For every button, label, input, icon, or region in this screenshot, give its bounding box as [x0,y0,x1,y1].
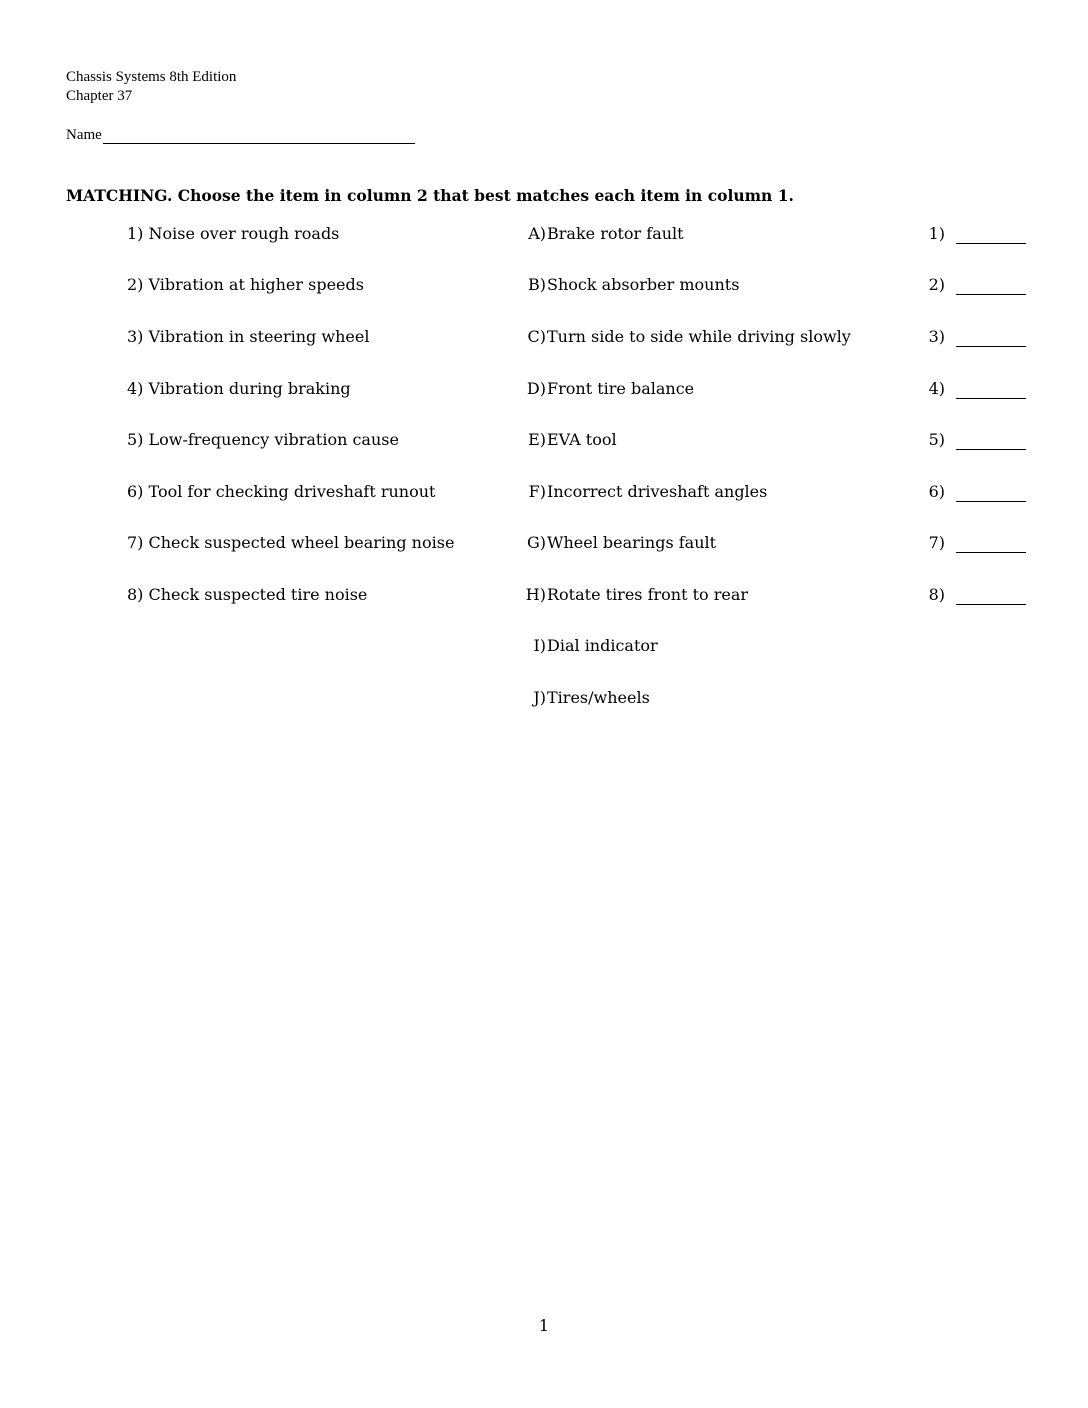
column1-item: 2) Vibration at higher speeds [127,275,364,294]
column1-item: 1) Noise over rough roads [127,224,340,243]
chapter-label: Chapter 37 [66,88,133,104]
column2-item: Turn side to side while driving slowly [547,327,851,346]
answer-number: 7) [928,533,945,552]
matching-instructions: MATCHING. Choose the item in column 2 that best matches each item in column 1. [66,186,794,205]
column2-item: Shock absorber mounts [547,275,740,294]
answer-blank[interactable] [956,604,1026,605]
answer-blank[interactable] [956,449,1026,450]
answer-blank[interactable] [956,552,1026,553]
column1-item: 8) Check suspected tire noise [127,585,368,604]
name-label: Name [66,127,102,143]
column2-item: Tires/wheels [547,688,650,707]
column2-item: Dial indicator [547,636,658,655]
column1-item: 3) Vibration in steering wheel [127,327,370,346]
answer-number: 3) [928,327,945,346]
name-blank-line[interactable] [103,126,415,144]
column2-letter: C) [527,327,546,346]
answer-number: 4) [928,379,945,398]
column2-letter: B) [528,275,546,294]
column2-item: Brake rotor fault [547,224,684,243]
column2-letter: H) [525,585,546,604]
page-number: 1 [538,1316,550,1335]
answer-blank[interactable] [956,501,1026,502]
column1-item: 6) Tool for checking driveshaft runout [127,482,436,501]
column2-letter: A) [528,224,546,243]
answer-blank[interactable] [956,398,1026,399]
answer-number: 5) [928,430,945,449]
column2-letter: E) [528,430,546,449]
answer-blank[interactable] [956,243,1026,244]
name-field-row [66,126,415,144]
column1-item: 5) Low-frequency vibration cause [127,430,399,449]
answer-number: 6) [928,482,945,501]
column2-item: Wheel bearings fault [547,533,717,552]
column2-item: Incorrect driveshaft angles [547,482,768,501]
column2-item: Rotate tires front to rear [547,585,749,604]
column1-item: 7) Check suspected wheel bearing noise [127,533,455,552]
column2-item: EVA tool [547,430,617,449]
column2-letter: F) [528,482,546,501]
answer-number: 8) [928,585,945,604]
answer-number: 2) [928,275,945,294]
answer-blank[interactable] [956,294,1026,295]
column2-item: Front tire balance [547,379,695,398]
book-title: Chassis Systems 8th Edition [66,69,237,85]
column1-item: 4) Vibration during braking [127,379,351,398]
column2-letter: I) [533,636,546,655]
column2-letter: J) [533,688,546,707]
answer-number: 1) [928,224,945,243]
column2-letter: D) [526,379,546,398]
answer-blank[interactable] [956,346,1026,347]
column2-letter: G) [526,533,546,552]
